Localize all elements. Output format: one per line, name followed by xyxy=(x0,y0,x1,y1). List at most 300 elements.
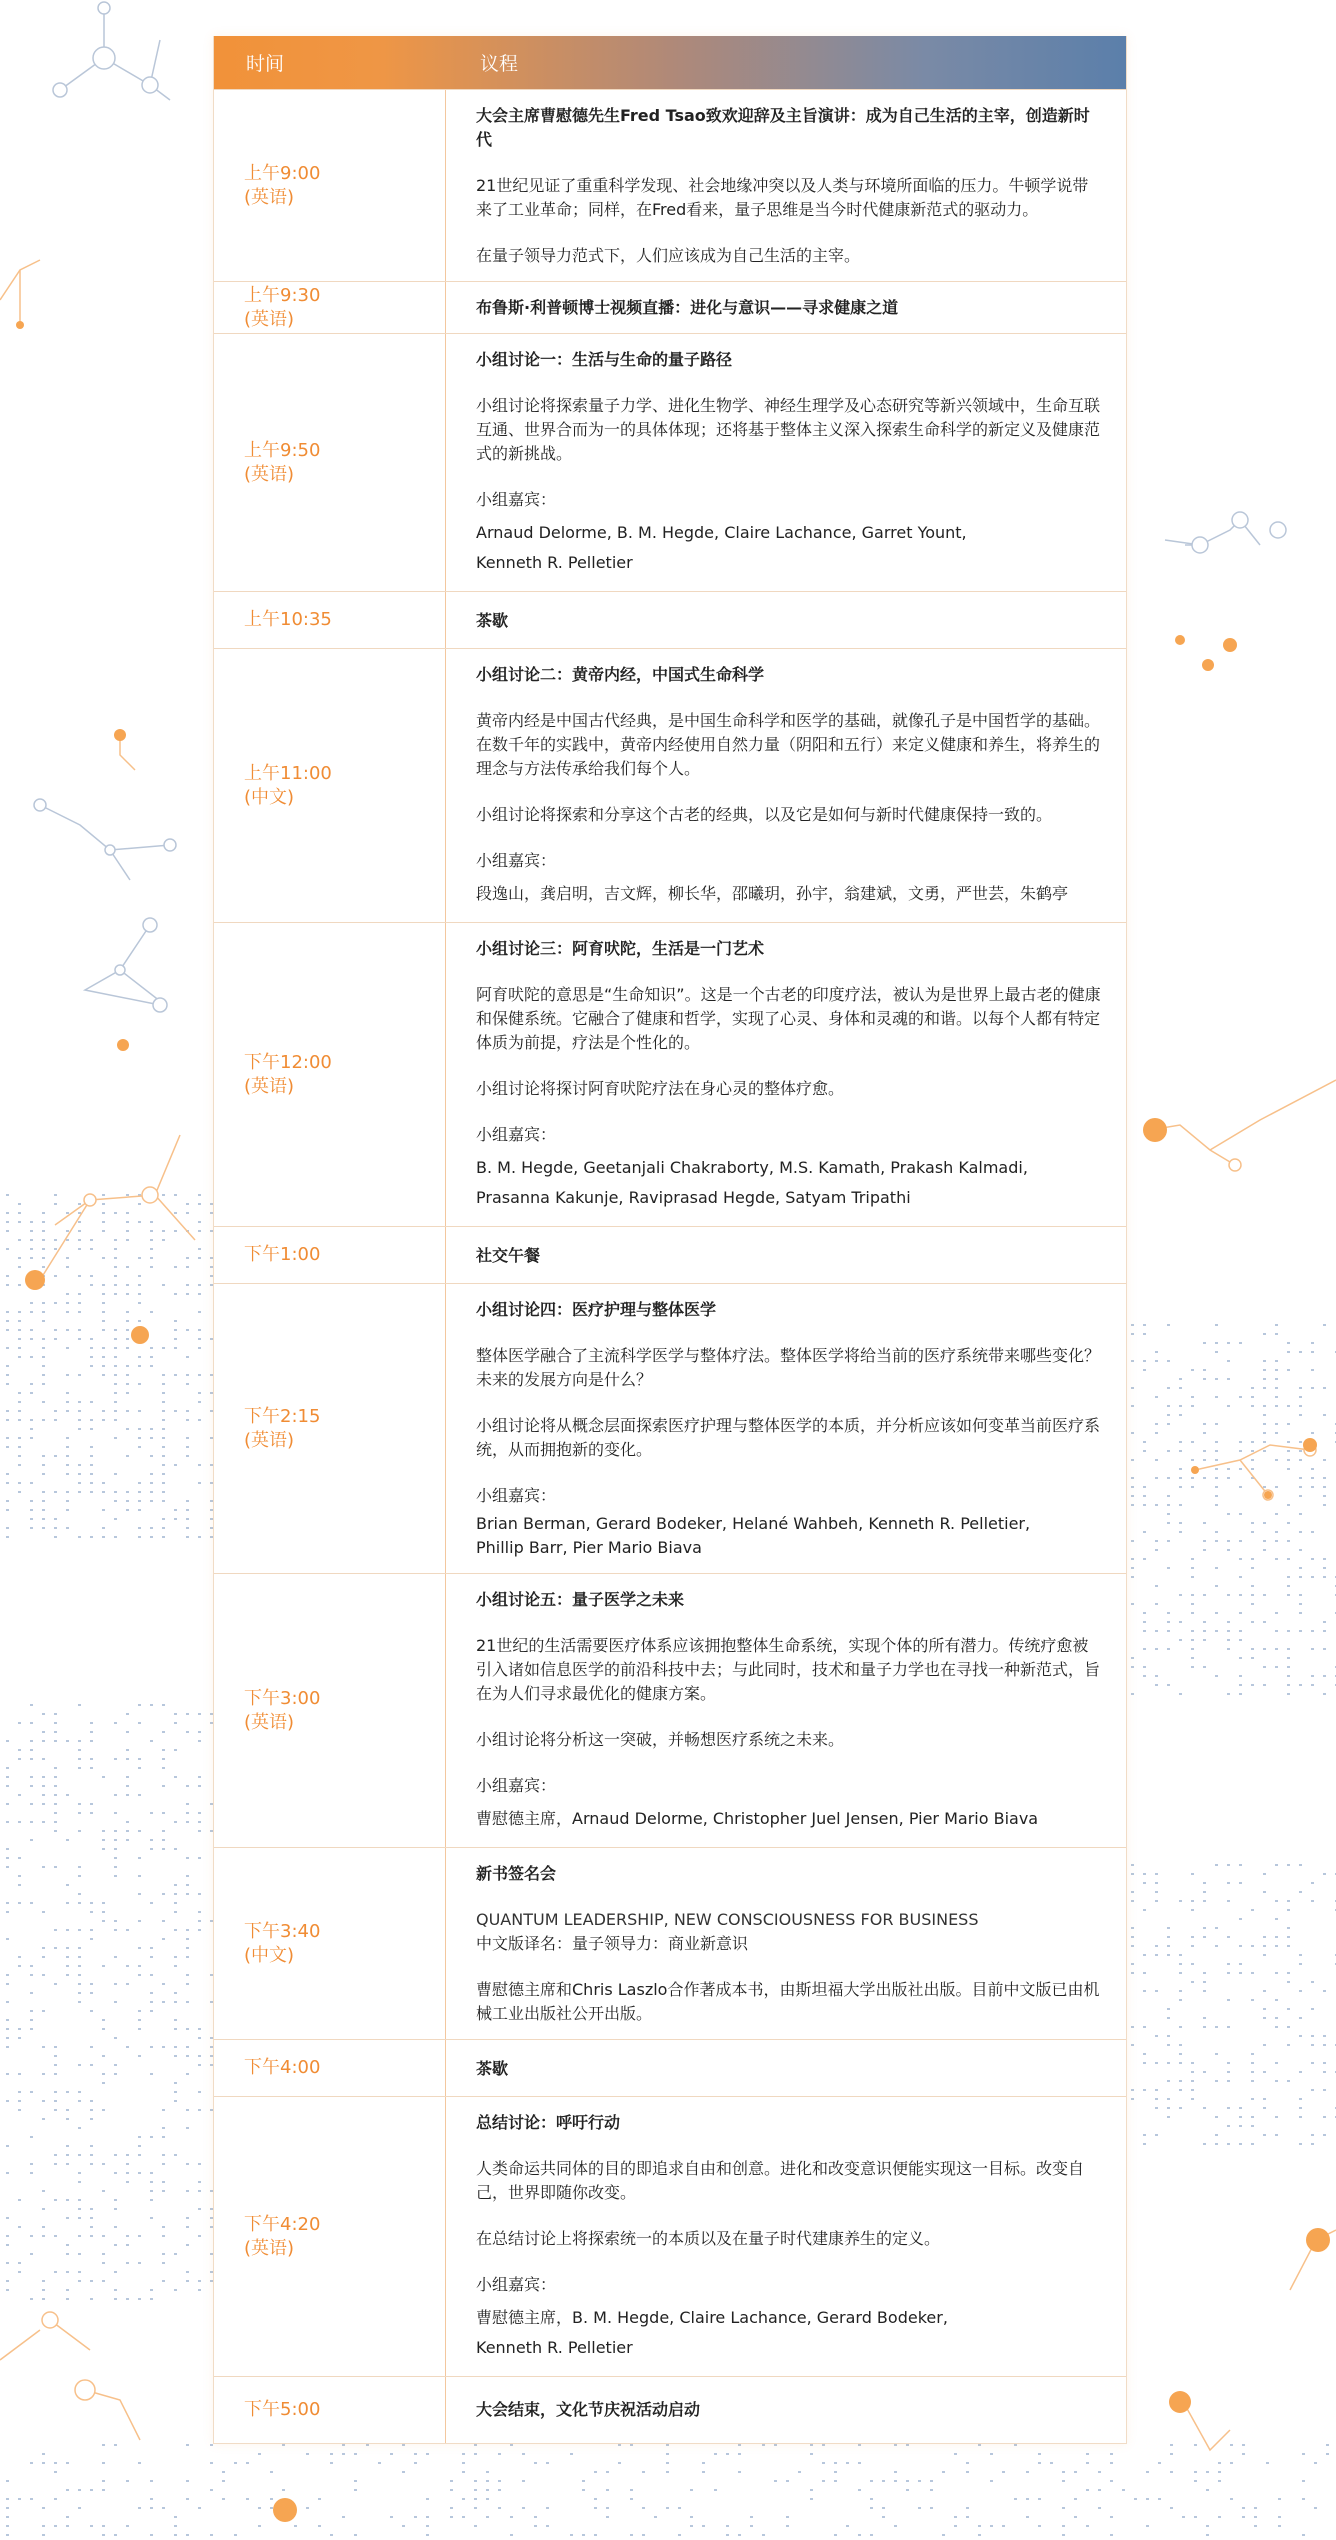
map-dot xyxy=(162,2262,165,2264)
agenda-row xyxy=(214,648,1126,922)
map-dot xyxy=(414,2462,417,2464)
map-dot xyxy=(1227,1378,1230,1380)
map-dot xyxy=(126,1320,129,1322)
map-dot xyxy=(1167,1567,1170,1569)
map-dot xyxy=(1167,1522,1170,1524)
map-dot xyxy=(78,1767,81,1769)
map-dot xyxy=(186,2280,189,2282)
map-dot xyxy=(42,2046,45,2048)
map-dot xyxy=(6,1437,9,1439)
map-dot xyxy=(54,2271,57,2273)
map-dot xyxy=(1227,1513,1230,1515)
map-dot xyxy=(1203,1621,1206,1623)
map-dot xyxy=(1131,1540,1134,1542)
map-dot xyxy=(1143,1324,1146,1326)
map-dot xyxy=(162,1848,165,1850)
agenda-row xyxy=(214,1573,1126,1847)
map-dot xyxy=(138,1203,141,1205)
map-dot xyxy=(42,2462,45,2464)
map-dot xyxy=(1143,1531,1146,1533)
map-dot xyxy=(690,2525,693,2527)
map-dot xyxy=(390,2453,393,2455)
map-dot xyxy=(198,1392,201,1394)
map-dot xyxy=(90,1722,93,1724)
session-title: 大会主席曹慰德先生Fred Tsao致欢迎辞及主旨演讲：成为自己生活的主宰，创造新时代 xyxy=(476,106,1090,149)
agenda-cell xyxy=(446,923,1126,1226)
map-dot xyxy=(1167,1684,1170,1686)
map-dot xyxy=(174,2525,177,2527)
map-dot xyxy=(54,1821,57,1823)
map-dot xyxy=(42,1509,45,1511)
map-dot xyxy=(1263,2107,1266,2109)
map-dot xyxy=(1179,2053,1182,2055)
map-dot xyxy=(954,2525,957,2527)
map-dot xyxy=(30,1992,33,1994)
map-dot xyxy=(1323,2116,1326,2118)
map-dot xyxy=(1251,1909,1254,1911)
map-dot xyxy=(1239,1540,1242,1542)
map-dot xyxy=(78,1221,81,1223)
map-dot xyxy=(258,2525,261,2527)
map-dot xyxy=(150,2289,153,2291)
map-dot xyxy=(1251,1594,1254,1596)
map-dot xyxy=(162,1473,165,1475)
map-dot xyxy=(1227,1621,1230,1623)
map-dot xyxy=(930,2489,933,2491)
map-dot xyxy=(1275,1387,1278,1389)
map-dot xyxy=(186,1329,189,1331)
map-dot xyxy=(138,2462,141,2464)
map-dot xyxy=(150,2181,153,2183)
map-dot xyxy=(162,2253,165,2255)
time-label: 上午10:35 xyxy=(244,609,332,630)
map-dot xyxy=(1131,1900,1134,1902)
guests-line: 曹慰德主席，Arnaud Delorme, Christopher Juel Jensen, Pier Mario Biava xyxy=(476,1809,1039,1828)
map-dot xyxy=(1275,2026,1278,2028)
map-dot xyxy=(138,1527,141,1529)
map-dot xyxy=(18,1356,21,1358)
map-dot xyxy=(138,1356,141,1358)
map-dot xyxy=(18,1902,21,1904)
map-dot xyxy=(1167,1648,1170,1650)
map-dot xyxy=(1131,1486,1134,1488)
map-dot xyxy=(54,2091,57,2093)
map-dot xyxy=(162,1230,165,1232)
map-dot xyxy=(162,1392,165,1394)
map-dot xyxy=(822,2462,825,2464)
map-dot xyxy=(78,2091,81,2093)
agenda-cell xyxy=(446,1848,1126,2039)
map-dot xyxy=(1323,1990,1326,1992)
map-dot xyxy=(1179,1522,1182,1524)
map-dot xyxy=(1131,2044,1134,2046)
map-dot xyxy=(1251,1972,1254,1974)
map-dot xyxy=(1227,1342,1230,1344)
map-dot xyxy=(846,2462,849,2464)
map-dot xyxy=(678,2534,681,2536)
map-dot xyxy=(66,2109,69,2111)
map-dot xyxy=(1203,2017,1206,2019)
language-label: (英语) xyxy=(244,1711,295,1733)
map-dot xyxy=(150,1500,153,1502)
map-dot xyxy=(78,2001,81,2003)
map-dot xyxy=(1227,1936,1230,1938)
map-dot xyxy=(1179,1378,1182,1380)
map-dot xyxy=(186,2127,189,2129)
map-dot xyxy=(630,2444,633,2446)
map-dot xyxy=(66,2091,69,2093)
map-dot xyxy=(6,1803,9,1805)
map-dot xyxy=(54,2235,57,2237)
map-dot xyxy=(1143,1441,1146,1443)
map-dot xyxy=(30,2091,33,2093)
map-dot xyxy=(762,2444,765,2446)
map-dot xyxy=(1191,1405,1194,1407)
map-dot xyxy=(54,2498,57,2500)
map-dot xyxy=(30,2498,33,2500)
map-dot xyxy=(1203,1882,1206,1884)
map-dot xyxy=(282,2489,285,2491)
map-dot xyxy=(1215,1486,1218,1488)
map-dot xyxy=(54,1527,57,1529)
map-dot xyxy=(1131,1495,1134,1497)
map-dot xyxy=(1299,1351,1302,1353)
map-dot xyxy=(198,2064,201,2066)
map-dot xyxy=(66,1293,69,1295)
map-dot xyxy=(114,1758,117,1760)
map-dot xyxy=(54,1275,57,1277)
map-dot xyxy=(30,2235,33,2237)
map-dot xyxy=(114,2444,117,2446)
map-dot xyxy=(258,2507,261,2509)
map-dot xyxy=(1299,1603,1302,1605)
map-dot xyxy=(102,1293,105,1295)
map-dot xyxy=(198,1731,201,1733)
map-dot xyxy=(138,2507,141,2509)
map-dot xyxy=(114,1410,117,1412)
map-dot xyxy=(870,2480,873,2482)
map-dot xyxy=(1179,1693,1182,1695)
map-dot xyxy=(990,2525,993,2527)
map-dot xyxy=(1062,2525,1065,2527)
map-dot xyxy=(114,1848,117,1850)
map-dot xyxy=(162,1428,165,1430)
map-dot xyxy=(114,1839,117,1841)
map-dot xyxy=(1275,1612,1278,1614)
map-dot xyxy=(1263,1945,1266,1947)
map-dot xyxy=(1251,1648,1254,1650)
map-dot xyxy=(1215,1450,1218,1452)
map-dot xyxy=(30,1785,33,1787)
map-dot xyxy=(1203,1342,1206,1344)
agenda-row xyxy=(214,591,1126,648)
map-dot xyxy=(1215,1477,1218,1479)
session-title: 小组讨论一：生活与生命的量子路径 xyxy=(476,350,733,369)
map-dot xyxy=(18,1221,21,1223)
map-dot xyxy=(1323,2089,1326,2091)
map-dot xyxy=(486,2498,489,2500)
map-dot xyxy=(1227,1963,1230,1965)
map-dot xyxy=(714,2453,717,2455)
map-dot xyxy=(1227,1477,1230,1479)
map-dot xyxy=(954,2516,957,2518)
map-dot xyxy=(1287,1504,1290,1506)
map-dot xyxy=(1131,1963,1134,1965)
map-dot xyxy=(174,2534,177,2536)
map-dot xyxy=(150,1266,153,1268)
map-dot xyxy=(1263,1432,1266,1434)
map-dot xyxy=(30,1329,33,1331)
map-dot xyxy=(1275,1648,1278,1650)
map-dot xyxy=(78,1812,81,1814)
map-dot xyxy=(738,2453,741,2455)
map-dot xyxy=(1251,1531,1254,1533)
map-dot xyxy=(138,2145,141,2147)
map-dot xyxy=(1179,2080,1182,2082)
map-dot xyxy=(786,2480,789,2482)
map-dot xyxy=(234,2534,237,2536)
map-dot xyxy=(54,1983,57,1985)
map-dot xyxy=(1110,2462,1113,2464)
map-dot xyxy=(114,1239,117,1241)
map-dot xyxy=(42,2235,45,2237)
map-dot xyxy=(1323,1675,1326,1677)
map-dot xyxy=(54,1794,57,1796)
map-dot xyxy=(42,1419,45,1421)
map-dot xyxy=(102,2280,105,2282)
map-dot xyxy=(198,2235,201,2237)
map-dot xyxy=(198,1230,201,1232)
map-dot xyxy=(54,2046,57,2048)
map-dot xyxy=(198,1740,201,1742)
map-dot xyxy=(90,2235,93,2237)
map-dot xyxy=(1227,2071,1230,2073)
map-dot xyxy=(1311,1981,1314,1983)
map-dot xyxy=(1170,2453,1173,2455)
map-dot xyxy=(18,1965,21,1967)
map-dot xyxy=(162,1983,165,1985)
map-dot xyxy=(54,1785,57,1787)
map-dot xyxy=(6,1212,9,1214)
map-dot xyxy=(162,1455,165,1457)
map-dot xyxy=(966,2471,969,2473)
map-dot xyxy=(150,1248,153,1250)
map-dot xyxy=(18,1257,21,1259)
map-dot xyxy=(102,1221,105,1223)
time-cell xyxy=(214,2040,446,2096)
map-dot xyxy=(114,1473,117,1475)
map-dot xyxy=(150,2498,153,2500)
map-dot xyxy=(1038,2453,1041,2455)
map-dot xyxy=(1263,1954,1266,1956)
map-dot xyxy=(738,2444,741,2446)
map-dot xyxy=(1131,1666,1134,1668)
map-dot xyxy=(1263,1486,1266,1488)
map-dot xyxy=(1167,1513,1170,1515)
map-dot xyxy=(102,2028,105,2030)
map-dot xyxy=(630,2534,633,2536)
map-dot xyxy=(1167,1423,1170,1425)
map-dot xyxy=(198,1464,201,1466)
map-dot xyxy=(90,1455,93,1457)
map-dot xyxy=(66,1212,69,1214)
map-dot xyxy=(18,1419,21,1421)
map-dot xyxy=(1155,2107,1158,2109)
map-dot xyxy=(1131,1657,1134,1659)
map-dot xyxy=(1155,1459,1158,1461)
map-dot xyxy=(942,2471,945,2473)
map-dot xyxy=(78,1929,81,1931)
map-dot xyxy=(186,1956,189,1958)
agenda-cell xyxy=(446,2040,1126,2096)
map-dot xyxy=(1275,1630,1278,1632)
map-dot xyxy=(66,2289,69,2291)
map-dot xyxy=(1299,1414,1302,1416)
map-dot xyxy=(102,1203,105,1205)
map-dot xyxy=(1179,2026,1182,2028)
map-dot xyxy=(162,2127,165,2129)
map-dot xyxy=(1263,1405,1266,1407)
map-dot xyxy=(1146,2498,1149,2500)
map-dot xyxy=(786,2516,789,2518)
map-dot xyxy=(1179,2062,1182,2064)
map-dot xyxy=(1170,2444,1173,2446)
map-dot xyxy=(1287,1369,1290,1371)
map-dot xyxy=(1323,1387,1326,1389)
map-dot xyxy=(42,2453,45,2455)
map-dot xyxy=(1167,2062,1170,2064)
map-dot xyxy=(1263,1450,1266,1452)
map-dot xyxy=(138,1437,141,1439)
map-dot xyxy=(414,2516,417,2518)
map-dot xyxy=(162,1758,165,1760)
map-dot xyxy=(738,2534,741,2536)
map-dot xyxy=(54,2055,57,2057)
map-dot xyxy=(150,1839,153,1841)
map-dot xyxy=(6,1383,9,1385)
map-dot xyxy=(1302,2534,1305,2536)
map-dot xyxy=(1062,2534,1065,2536)
map-dot xyxy=(126,1713,129,1715)
map-dot xyxy=(174,2055,177,2057)
guests-line: Phillip Barr, Pier Mario Biava xyxy=(476,1538,702,1557)
map-dot xyxy=(126,1365,129,1367)
map-dot xyxy=(6,1419,9,1421)
map-dot xyxy=(138,1293,141,1295)
map-dot xyxy=(66,1329,69,1331)
map-dot xyxy=(1191,2062,1194,2064)
map-dot xyxy=(18,1203,21,1205)
map-dot xyxy=(66,2217,69,2219)
map-dot xyxy=(1275,1432,1278,1434)
map-dot xyxy=(1167,2098,1170,2100)
map-dot xyxy=(174,2091,177,2093)
map-dot xyxy=(42,1821,45,1823)
map-dot xyxy=(174,1347,177,1349)
map-dot xyxy=(18,1401,21,1403)
map-dot xyxy=(114,1212,117,1214)
map-dot xyxy=(30,1302,33,1304)
map-dot xyxy=(1143,1630,1146,1632)
map-dot xyxy=(1155,1684,1158,1686)
map-dot xyxy=(1098,2507,1101,2509)
map-dot xyxy=(78,1965,81,1967)
time-cell xyxy=(214,282,446,333)
map-dot xyxy=(1155,1648,1158,1650)
map-dot xyxy=(6,1983,9,1985)
map-dot xyxy=(138,2154,141,2156)
map-dot xyxy=(6,2262,9,2264)
map-dot xyxy=(114,1875,117,1877)
map-dot xyxy=(30,2462,33,2464)
map-dot xyxy=(1191,1612,1194,1614)
map-dot xyxy=(18,1284,21,1286)
map-dot xyxy=(102,2489,105,2491)
map-dot xyxy=(1263,1378,1266,1380)
guests-label: 小组嘉宾： xyxy=(476,2275,557,2294)
map-dot xyxy=(474,2444,477,2446)
map-dot xyxy=(1287,1405,1290,1407)
map-dot xyxy=(150,1365,153,1367)
map-dot xyxy=(1326,2453,1329,2455)
map-dot xyxy=(174,1821,177,1823)
map-dot xyxy=(150,1704,153,1706)
map-dot xyxy=(30,1437,33,1439)
map-dot xyxy=(1167,2008,1170,2010)
map-dot xyxy=(18,2262,21,2264)
map-dot xyxy=(1323,1504,1326,1506)
map-dot xyxy=(1167,1630,1170,1632)
map-dot xyxy=(162,2226,165,2228)
agenda-cell xyxy=(446,282,1126,333)
map-dot xyxy=(354,2453,357,2455)
map-dot xyxy=(654,2516,657,2518)
map-dot xyxy=(1239,1675,1242,1677)
map-dot xyxy=(6,1902,9,1904)
map-dot xyxy=(174,1884,177,1886)
map-dot xyxy=(1203,1540,1206,1542)
map-dot xyxy=(162,1812,165,1814)
map-dot xyxy=(1275,1864,1278,1866)
map-dot xyxy=(162,1401,165,1403)
map-dot xyxy=(150,1221,153,1223)
map-dot xyxy=(1323,1567,1326,1569)
map-dot xyxy=(1131,1477,1134,1479)
map-dot xyxy=(1314,2462,1317,2464)
map-dot xyxy=(1215,1378,1218,1380)
map-dot xyxy=(174,1410,177,1412)
map-dot xyxy=(1026,2516,1029,2518)
map-dot xyxy=(162,1410,165,1412)
map-dot xyxy=(1191,1594,1194,1596)
map-dot xyxy=(6,1374,9,1376)
map-dot xyxy=(1263,1540,1266,1542)
map-dot xyxy=(78,1536,81,1538)
map-dot xyxy=(114,1929,117,1931)
map-dot xyxy=(1131,1891,1134,1893)
map-dot xyxy=(1179,2089,1182,2091)
map-dot xyxy=(1155,1432,1158,1434)
map-dot xyxy=(1167,1540,1170,1542)
map-dot xyxy=(978,2525,981,2527)
map-dot xyxy=(1227,2143,1230,2145)
map-dot xyxy=(834,2471,837,2473)
map-dot xyxy=(1098,2471,1101,2473)
map-dot xyxy=(30,2010,33,2012)
time-label: 下午2:15 xyxy=(244,1405,321,1427)
map-dot xyxy=(1287,1666,1290,1668)
map-dot xyxy=(1311,1351,1314,1353)
